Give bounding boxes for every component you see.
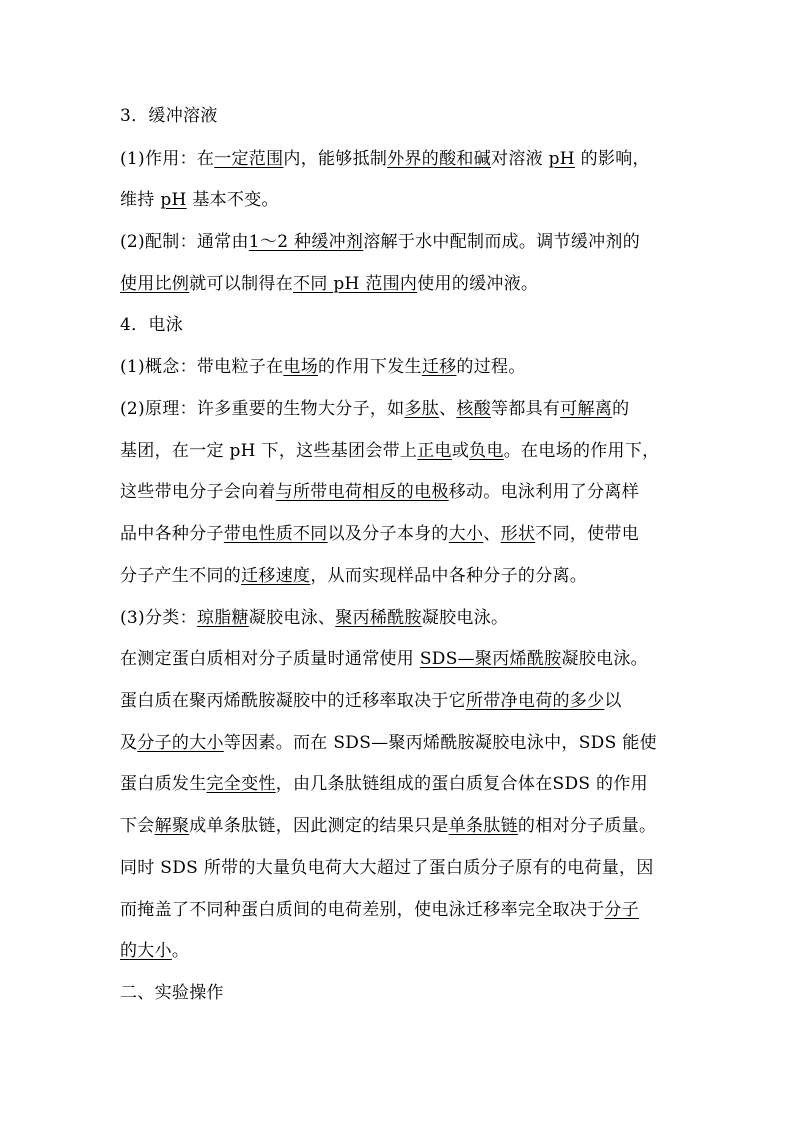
text-segment: 的作用下发生: [318, 357, 422, 377]
text-segment: 的相对分子质量。: [517, 816, 657, 836]
text-segment: 蛋白质在聚丙烯酰胺凝胶中的迁移率取决于它: [120, 691, 466, 711]
text-segment: 移动。电泳利用了分离样: [448, 482, 640, 502]
text-segment: 凝胶电泳、: [248, 608, 336, 628]
section-heading-electrophoresis: [120, 314, 700, 336]
text-segment: 的: [612, 399, 630, 419]
underlined-term: SDS—聚丙烯酰胺: [419, 649, 562, 669]
text-segment: 分子产生不同的: [120, 566, 242, 586]
paragraph-line: [120, 148, 700, 170]
underlined-term: 核酸: [456, 399, 492, 419]
text-segment: 以及分子本身的: [327, 524, 449, 544]
text-segment: 凝胶电泳。: [561, 649, 648, 669]
text-segment: 等因素。而在 SDS—聚丙烯酰胺凝胶电泳中，SDS 能使: [223, 733, 657, 753]
underlined-term: 迁移速度: [241, 566, 311, 586]
text-segment: 3．缓冲溶液: [120, 106, 218, 126]
text-segment: 不同，使带电: [535, 524, 640, 544]
underlined-term: 负电: [469, 441, 504, 461]
text-segment: 这些带电分子会向着: [120, 482, 276, 502]
underlined-term: 聚丙稀酰胺: [335, 608, 422, 628]
underlined-term: 解聚: [154, 816, 190, 836]
underlined-term: 使用比例: [120, 274, 190, 294]
text-segment: 下会: [120, 816, 155, 836]
underlined-term: 分子的大小: [137, 733, 224, 753]
text-segment: 溶解于水中配制而成。调节缓冲剂的: [363, 232, 641, 252]
underlined-term: 多肽: [404, 399, 440, 419]
paragraph-line: [120, 648, 700, 670]
text-segment: 成单条肽链，因此测定的结果只是: [189, 816, 449, 836]
paragraph-line: [120, 523, 700, 545]
paragraph-line: [120, 356, 700, 378]
text-segment: 蛋白质发生: [120, 774, 207, 794]
text-segment: 使用的缓冲液。: [417, 274, 539, 294]
underlined-term: 正电: [417, 441, 452, 461]
text-segment: 及: [120, 733, 138, 753]
underlined-term: 外界的酸和碱: [387, 149, 492, 169]
text-segment: 品中各种分子: [120, 524, 224, 544]
text-segment: 对溶液: [491, 149, 549, 169]
underlined-term: 完全变性: [206, 774, 276, 794]
section-heading-buffer-solution: [120, 105, 700, 127]
text-segment: 二、实验操作: [120, 983, 224, 1003]
paragraph-line: [120, 857, 700, 879]
text-segment: 就可以制得在: [189, 274, 294, 294]
text-segment: (3)分类：: [120, 608, 197, 628]
paragraph-line: [120, 940, 700, 962]
paragraph-line: [120, 732, 700, 754]
text-segment: 维持: [120, 190, 161, 210]
paragraph-line: [120, 231, 700, 253]
text-segment: 或: [451, 441, 470, 461]
paragraph-line: [120, 899, 700, 921]
underlined-term: 与所带电荷相反的电极: [275, 482, 449, 502]
underlined-term: 带电性质不同: [223, 524, 328, 544]
underlined-term: pH: [160, 190, 187, 210]
paragraph-line: [120, 773, 700, 795]
paragraph-line: [120, 815, 700, 837]
underlined-term: 迁移: [421, 357, 457, 377]
text-segment: (1)作用：在: [120, 149, 215, 169]
paragraph-line: [120, 440, 700, 462]
text-segment: 而掩盖了不同种蛋白质间的电荷差别，使电泳迁移率完全取决于: [120, 900, 605, 920]
text-segment: 的过程。: [456, 357, 526, 377]
underlined-term: 可解离: [560, 399, 613, 419]
text-segment: 基本不变。: [186, 190, 279, 210]
underlined-term: 1～2 种缓冲剂: [248, 232, 364, 252]
text-segment: (1)概念：带电粒子在: [120, 357, 284, 377]
underlined-term: 形状: [500, 524, 536, 544]
text-segment: ，由几条肽链组成的蛋白质复合体在SDS 的作用: [275, 774, 648, 794]
underlined-term: 电场: [283, 357, 318, 377]
paragraph-line: [120, 398, 700, 420]
text-segment: 内，能够抵制: [283, 149, 388, 169]
paragraph-line: [120, 607, 700, 629]
underlined-term: pH: [548, 149, 575, 169]
underlined-term: 分子: [604, 900, 640, 920]
section-heading-experiment-operation: [120, 982, 700, 1004]
underlined-term: 大小: [448, 524, 484, 544]
text-segment: 基团，在一定 pH 下，这些基团会带上: [120, 441, 418, 461]
underlined-term: 不同 pH 范围内: [293, 274, 418, 294]
underlined-term: 一定范围: [214, 149, 284, 169]
paragraph-line: [120, 189, 700, 211]
underlined-term: 琼脂糖: [196, 608, 249, 628]
text-segment: ，从而实现样品中各种分子的分离。: [310, 566, 588, 586]
paragraph-line: [120, 690, 700, 712]
text-segment: (2)原理：许多重要的生物大分子，如: [120, 399, 405, 419]
underlined-term: 所带净电荷的多少: [466, 691, 605, 711]
text-segment: 。: [171, 941, 190, 961]
paragraph-line: [120, 481, 700, 503]
paragraph-line: [120, 565, 700, 587]
text-segment: 在测定蛋白质相对分子质量时通常使用: [120, 649, 420, 669]
text-segment: (2)配制：通常由: [120, 232, 249, 252]
text-segment: 4．电泳: [120, 315, 184, 335]
text-segment: 的影响，: [574, 149, 650, 169]
text-segment: 。在电场的作用下，: [503, 441, 660, 461]
underlined-term: 单条肽链: [448, 816, 518, 836]
text-segment: 、: [439, 399, 457, 419]
text-segment: 凝胶电泳。: [421, 608, 509, 628]
underlined-term: 的大小: [120, 941, 172, 961]
text-segment: 等都具有: [491, 399, 561, 419]
text-segment: 同时 SDS 所带的大量负电荷大大超过了蛋白质分子原有的电荷量，因: [120, 858, 654, 878]
text-segment: 以: [604, 691, 622, 711]
paragraph-line: [120, 273, 700, 295]
text-segment: 、: [483, 524, 501, 544]
